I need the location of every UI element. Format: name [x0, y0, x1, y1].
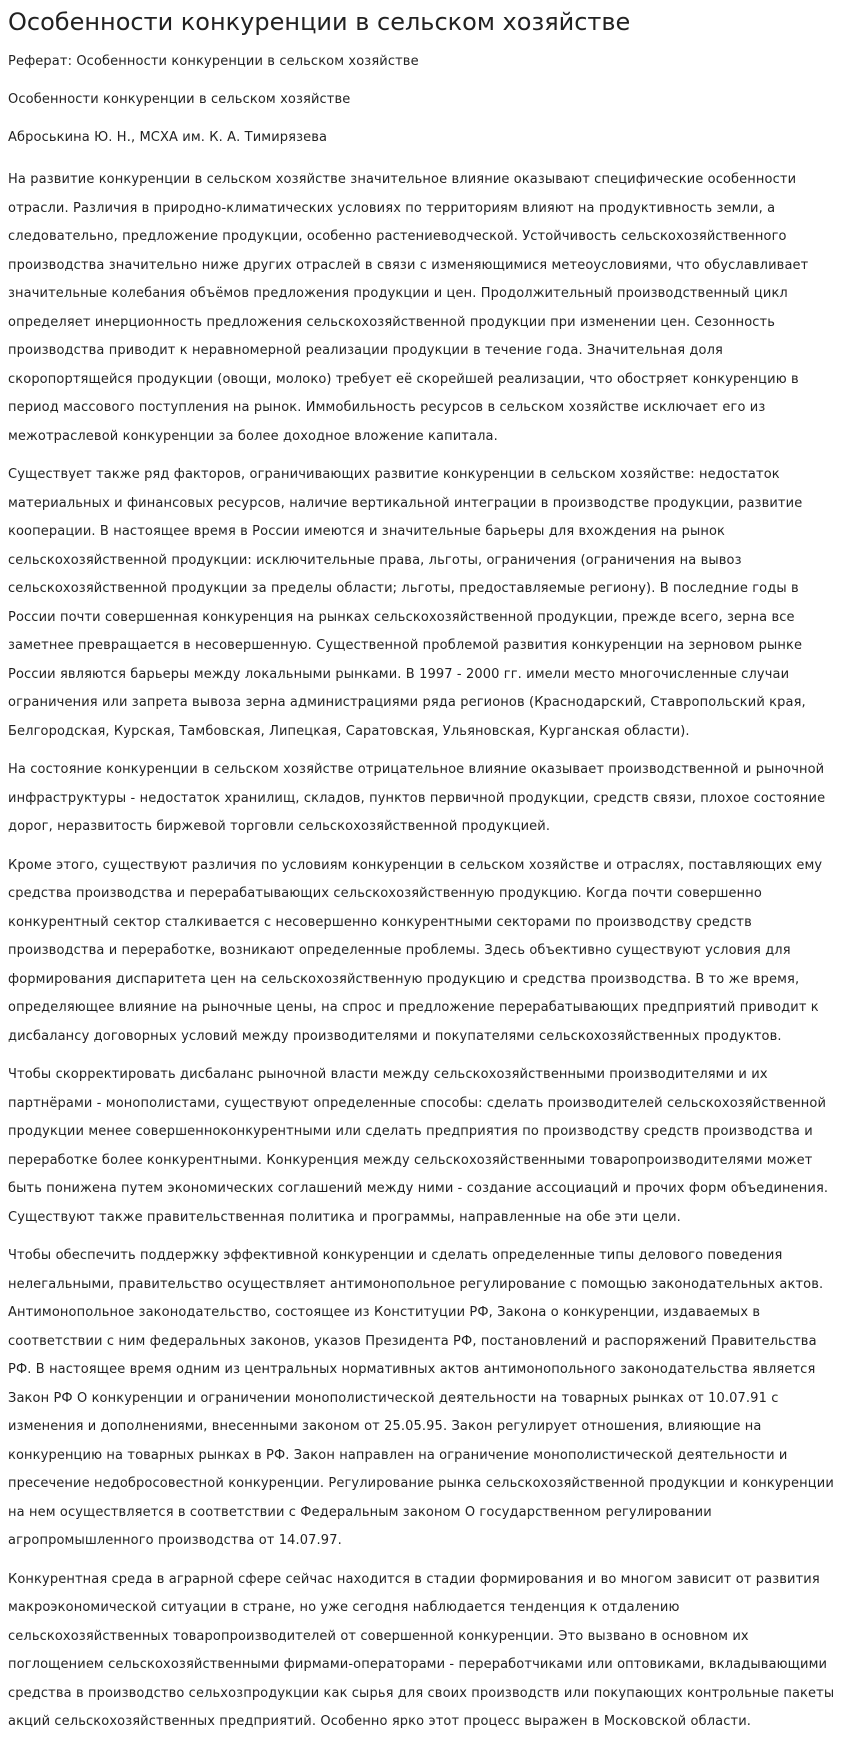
paragraph-1: На развитие конкуренции в сельском хозяйстве значительное влияние оказывают специфические особенности отрасли. Различия в природно-климатических условиях по территориям влияют на продуктивность земли, а следовательно, предложение продукции, особенно растениеводческой. Устойчивость сельскохозяйственного производства значительно ниже других отраслей в связи с изменяющимися метеоусловиями, что обуславливает значительные колебания объёмов предложения продукции и цен. Продолжительный производственный цикл определяет инерционность предложения сельскохозяйственной продукции при изменении цен. Сезонность производства приводит к неравномерной реализации продукции в течение года. Значительная доля скоропортящейся продукции (овощи, молоко) требует её скорейшей реализации, что обостряет конкуренцию в период массового поступления на рынок. Иммобильность ресурсов в сельском хозяйстве исключает его из межотраслевой конкуренции за более доходное вложение капитала.	[8, 172, 809, 444]
paragraph-4: Кроме этого, существуют различия по условиям конкуренции в сельском хозяйстве и отраслях, поставляющих ему средства производства и перерабатывающих сельскохозяйственную продукцию. Когда почти совершенно конкурентный сектор сталкивается с несовершенно конкурентными секторами по производству средств производства и переработке, возникают определенные проблемы. Здесь объективно существуют условия для формирования диспаритета цен на сельскохозяйственную продукцию и средства производства. В то же время, определяющее влияние на рыночные цены, на спрос и предложение перерабатывающих предприятий приводит к дисбалансу договорных условий между производителями и покупателями сельскохозяйственных продуктов.	[8, 857, 823, 1044]
paragraph-6: Чтобы обеспечить поддержку эффективной конкуренции и сделать определенные типы делового поведения нелегальными, правительство осуществляет антимонопольное регулирование с помощью законодательных актов. Антимонопольное законодательство, состоящее из Конституции РФ, Закона о конкуренции, издаваемых в соответствии с ним федеральных законов, указов Президента РФ, постановлений и распоряжений Правительства РФ. В настоящее время одним из центральных нормативных актов антимонопольного законодательства является Закон РФ О конкуренции и ограничении монополистической деятельности на товарных рынках от 10.07.91 с изменения и дополнениями, внесенными законом от 25.05.95. Закон регулирует отношения, влияющие на конкуренцию на товарных рынках в РФ. Закон направлен на ограничение монополистической деятельности и пресечение недобросовестной конкуренции. Регулирование рынка сельскохозяйственной продукции и конкуренции на нем осуществляется в соответствии с Федеральным законом О государственном регулировании агропромышленного производства от 14.07.97.	[8, 1248, 834, 1548]
author-line: Аброськина Ю. Н., МСХА им. К. А. Тимирязева	[8, 130, 328, 145]
paragraph-3: На состояние конкуренции в сельском хозяйстве отрицательное влияние оказывает производственной и рыночной инфраструктуры - недостаток хранилищ, складов, пунктов первичной продукции, средств связи, плохое состояние дорог, неразвитость биржевой торговли сельскохозяйственной продукцией.	[8, 762, 826, 834]
paragraph-7: Конкурентная среда в аграрной сфере сейчас находится в стадии формирования и во многом зависит от развития макроэкономической ситуации в стране, но уже сегодня наблюдается тенденция к отдалению сельскохозяйственных товаропроизводителей от совершенной конкуренции. Это вызвано в основном их поглощением сельскохозяйственными фирмами-операторами - переработчиками или оптовиками, вкладывающими средства в производство сельхозпродукции как сырья для своих производств или покупающих контрольные пакеты акций сельскохозяйственных предприятий. Особенно ярко этот процесс выражен в Московской области.	[8, 1571, 835, 1729]
page-title: Особенности конкуренции в сельском хозяйстве	[8, 8, 631, 36]
paragraph-2: Существует также ряд факторов, ограничивающих развитие конкуренции в сельском хозяйстве: недостаток материальных и финансовых ресурсов, наличие вертикальной интеграции в производстве продукции, развитие кооперации. В настоящее время в России имеются и значительные барьеры для вхождения на рынок сельскохозяйственной продукции: исключительные права, льготы, ограничения (ограничения на вывоз сельскохозяйственной продукции за пределы области; льготы, предоставляемые региону). В последние годы в России почти совершенная конкуренция на рынках сельскохозяйственной продукции, прежде всего, зерна все заметнее превращается в несовершенную. Существенной проблемой развития конкуренции на зерновом рынке России являются барьеры между локальными рынками. В 1997 - 2000 гг. имели место многочисленные случаи ограничения или запрета вывоза зерна администрациями ряда регионов (Краснодарский, Ставропольский края, Белгородская, Курская, Тамбовская, Липецкая, Саратовская, Ульяновская, Курганская области).	[8, 467, 806, 739]
abstract-line: Реферат: Особенности конкуренции в сельском хозяйстве	[8, 54, 419, 69]
document-heading: Особенности конкуренции в сельском хозяйстве	[8, 92, 351, 107]
paragraph-5: Чтобы скорректировать дисбаланс рыночной власти между сельскохозяйственными производителями и их партнёрами - монополистами, существуют определенные способы: сделать производителей сельскохозяйственной продукции менее совершенноконкурентными или сделать предприятия по производству средств производства и переработке более конкурентными. Конкуренция между сельскохозяйственными товаропроизводителями может быть понижена путем экономических соглашений между ними - создание ассоциаций и прочих форм объединения. Существуют также правительственная политика и программы, направленные на обе эти цели.	[8, 1067, 829, 1225]
